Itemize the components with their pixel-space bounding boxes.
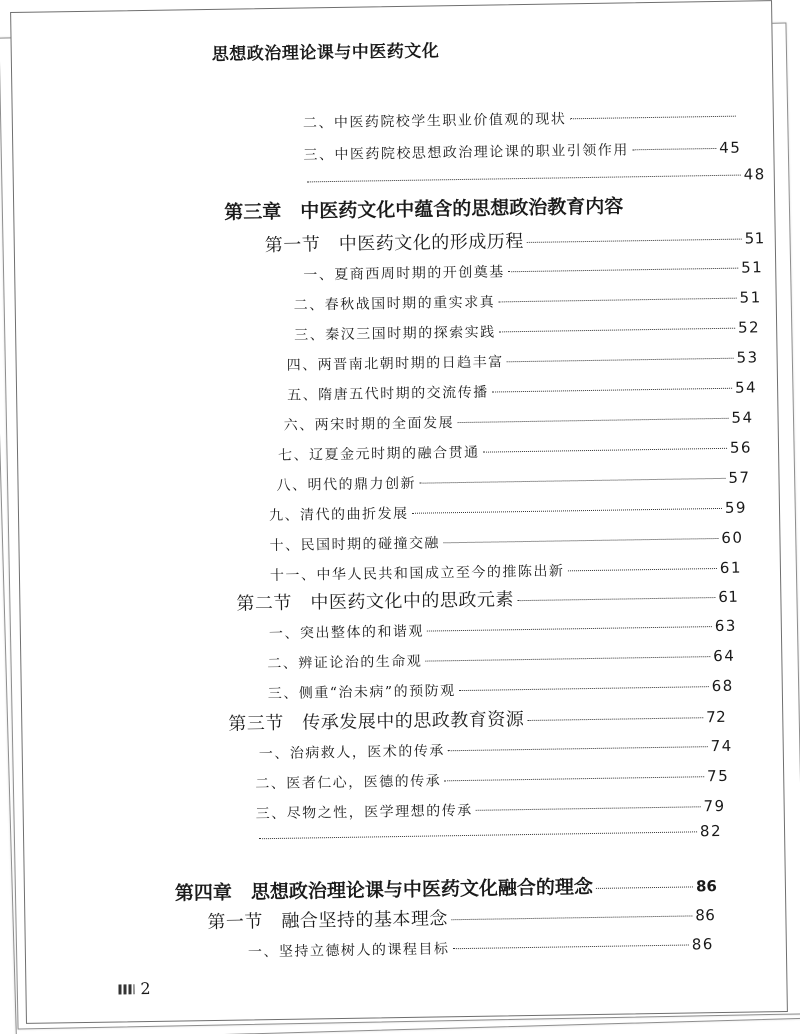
toc-item — [267, 646, 735, 673]
toc-leader-dots — [307, 175, 741, 183]
toc-page-number: 52 — [737, 318, 761, 337]
toc-leader-dots — [596, 886, 693, 889]
toc-leader-dots — [459, 686, 709, 691]
toc-page-number: 51 — [744, 229, 765, 248]
toc-section — [236, 582, 738, 616]
toc-page-number: 74 — [710, 736, 733, 756]
toc-leader-dots — [483, 448, 727, 453]
toc-leader-dots — [448, 746, 708, 751]
toc-leader-dots — [632, 148, 716, 150]
toc-leader-dots — [451, 915, 692, 920]
toc-page-number: 51 — [739, 288, 762, 307]
toc-leader-dots — [527, 239, 742, 243]
toc-entry-title: 第四章 思想政治理论课与中医药文化融合的理念 — [174, 876, 594, 905]
toc-leader-dots — [444, 776, 704, 781]
toc-item — [256, 822, 722, 847]
toc-section — [265, 223, 765, 257]
toc-page-number: 68 — [711, 676, 734, 696]
toc-chapter — [224, 190, 740, 225]
page-footer — [118, 979, 150, 999]
toc-leader-dots — [517, 597, 715, 601]
toc-entry-title: 三、侧重“治未病”的预防观 — [267, 683, 456, 703]
toc-page-number: 51 — [740, 258, 764, 277]
toc-leader-dots — [443, 538, 718, 543]
toc-page-number: 63 — [714, 616, 737, 636]
toc-item — [287, 377, 757, 404]
toc-page-number: 61 — [718, 587, 739, 606]
toc-page-number: 86 — [691, 935, 714, 954]
toc-item — [269, 498, 747, 526]
toc-page-number: 64 — [713, 646, 736, 666]
toc-entry-title: 六、两宋时期的全面发展 — [283, 415, 455, 434]
toc-entry-title: 二、春秋战国时期的重实求真 — [293, 294, 496, 314]
toc-item — [259, 736, 733, 763]
toc-page-number: 54 — [731, 408, 754, 427]
toc-page-number: 56 — [729, 438, 753, 457]
toc-page-number: 86 — [695, 906, 716, 925]
toc-page-number: 60 — [721, 528, 744, 547]
toc-item — [269, 616, 737, 643]
toc-entry-title: 八、明代的鼎力创新 — [276, 475, 417, 494]
toc-item — [287, 347, 759, 374]
table-of-contents — [11, 1, 771, 961]
toc-item — [255, 766, 729, 793]
toc-chapter — [175, 870, 717, 906]
toc-leader-dots — [457, 418, 728, 423]
toc-entry-title: 五、隋唐五代时期的交流传播 — [287, 384, 489, 404]
page-number: 2 — [140, 978, 151, 999]
toc-leader-dots — [508, 268, 738, 273]
toc-leader-dots — [499, 328, 735, 333]
toc-page-number: 59 — [724, 498, 748, 517]
running-header: 思想政治理论课与中医药文化 — [211, 41, 440, 65]
toc-leader-dots — [259, 831, 697, 839]
toc-item — [276, 467, 750, 494]
document-page — [10, 0, 788, 1024]
toc-item — [294, 287, 762, 314]
toc-entry-title: 一、坚持立德树人的课程目标 — [247, 941, 450, 961]
toc-entry-title: 三、秦汉三国时期的探索实践 — [294, 324, 496, 344]
footer-ornament-icon — [118, 984, 134, 994]
toc-leader-dots — [427, 626, 712, 631]
toc-page-number: 86 — [695, 877, 718, 896]
toc-item — [268, 676, 734, 703]
toc-entry-title: 第三节 传承发展中的思政教育资源 — [228, 709, 525, 735]
toc-page-number: 45 — [719, 138, 742, 157]
toc-entry-title: 三、尽物之性，医学理想的传承 — [255, 802, 473, 823]
toc-entry-title: 第二节 中医药文化中的思政元素 — [236, 589, 515, 615]
toc-entry-title: 九、清代的曲折发展 — [268, 505, 409, 525]
toc-leader-dots — [498, 298, 736, 303]
toc-page-number: 53 — [736, 348, 759, 367]
toc-entry-title: 第三章 中医药文化中蕴含的思想政治教育内容 — [224, 195, 624, 224]
toc-item — [283, 407, 753, 434]
toc-entry-title: 十一、中华人民共和国成立至今的推陈出新 — [269, 563, 565, 585]
toc-page-number: 57 — [728, 468, 751, 487]
toc-entry-title: 一、突出整体的和谐观 — [268, 623, 425, 643]
toc-leader-dots — [569, 116, 735, 120]
toc-page-number: 48 — [743, 165, 766, 184]
toc-leader-dots — [567, 568, 716, 571]
toc-entry-title: 一、治病救人，医术的传承 — [258, 743, 445, 763]
toc-item — [278, 437, 752, 464]
toc-page-number: 75 — [706, 766, 730, 786]
toc-section — [207, 900, 715, 934]
toc-item — [303, 106, 739, 133]
toc-item — [304, 165, 766, 190]
toc-entry-title: 二、辨证论治的生命观 — [267, 653, 423, 673]
toc-page-number: 82 — [699, 821, 723, 841]
toc-entry-title: 七、辽夏金元时期的融合贯通 — [277, 444, 480, 464]
toc-entry-title: 十、民国时期的碰撞交融 — [269, 535, 441, 555]
toc-item — [294, 317, 760, 344]
toc-page-number: 79 — [703, 796, 726, 816]
toc-leader-dots — [419, 478, 725, 484]
toc-item — [269, 528, 743, 555]
toc-entry-title: 一、夏商西周时期的开创奠基 — [303, 264, 505, 284]
toc-item — [270, 558, 742, 585]
toc-entry-title: 第一节 融合坚持的基本理念 — [207, 908, 449, 934]
toc-leader-dots — [412, 508, 722, 514]
toc-entry-title: 四、两晋南北朝时期的日趋丰富 — [286, 354, 504, 374]
toc-page-number: 72 — [706, 707, 727, 727]
toc-entry-title: 三、中医药院校思想政治理论课的职业引领作用 — [303, 142, 629, 164]
toc-section — [228, 702, 726, 736]
toc-entry-title: 二、医者仁心，医德的传承 — [255, 773, 442, 793]
toc-item — [248, 934, 714, 961]
toc-page-number: 61 — [719, 558, 743, 577]
toc-leader-dots — [507, 358, 734, 363]
toc-entry-title: 二、中医药院校学生职业价值观的现状 — [302, 111, 567, 132]
toc-page-number: 54 — [734, 378, 758, 397]
toc-leader-dots — [425, 656, 710, 661]
toc-item — [303, 138, 741, 165]
toc-item — [303, 257, 763, 284]
toc-leader-dots — [527, 717, 703, 721]
toc-leader-dots — [492, 388, 732, 393]
toc-item — [256, 796, 726, 823]
toc-leader-dots — [452, 945, 688, 950]
toc-leader-dots — [476, 806, 701, 811]
toc-entry-title: 第一节 中医药文化的形成历程 — [264, 231, 524, 257]
